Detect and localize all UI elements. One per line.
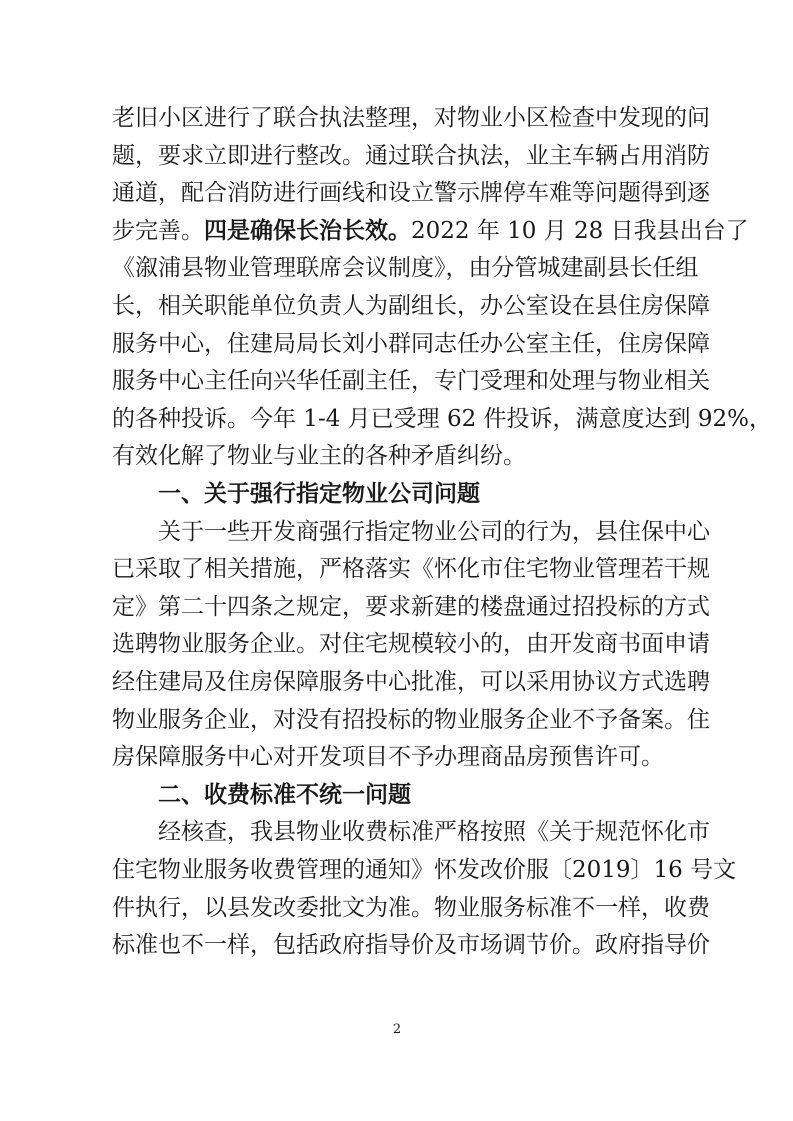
paragraph-line: 服务中心主任向兴华任副主任，专门受理和处理与物业相关 [112,368,710,395]
paragraph-line: 《溆浦县物业管理联席会议制度》，由分管城建副县长任组 [112,255,699,282]
paragraph-line-mixed [112,213,749,249]
paragraph-line: 通道，配合消防进行画线和设立警示牌停车难等问题得到逐 [112,180,710,207]
section-heading: 二、收费标准不统一问题 [158,781,411,808]
paragraph-line: 住宅物业服务收费管理的通知》怀发改价服〔2019〕16 号文 [112,857,737,883]
paragraph-line: 题，要求立即进行整改。通过联合执法，业主车辆占用消防 [112,142,710,169]
text-run: 步完善。 [112,217,204,244]
paragraph-line: 定》第二十四条之规定，要求新建的楼盘通过招投标的方式 [112,593,710,620]
paragraph-line: 房保障服务中心对开发项目不予办理商品房预售许可。 [112,744,664,771]
paragraph-line: 服务中心，住建局局长刘小群同志任办公室主任，住房保障 [112,330,710,357]
section-heading: 一、关于强行指定物业公司问题 [158,481,480,507]
paragraph-line: 选聘物业服务企业。对住宅规模较小的，由开发商书面申请 [112,631,710,658]
paragraph-line: 有效化解了物业与业主的各种矛盾纠纷。 [112,443,526,470]
paragraph-line: 经核查，我县物业收费标准严格按照《关于规范怀化市 [158,819,710,846]
paragraph-line: 老旧小区进行了联合执法整理，对物业小区检查中发现的问 [112,105,710,131]
text-run: 2022 年 10 月 28 日我县出台了 [411,217,749,244]
page-number: 2 [392,1022,402,1037]
paragraph-line: 长，相关职能单位负责人为副组长，办公室设在县住房保障 [112,293,710,319]
paragraph-line: 已采取了相关措施，严格落实《怀化市住宅物业管理若干规 [112,556,710,583]
paragraph-line: 物业服务企业，对没有招投标的物业服务企业不予备案。住 [112,706,710,733]
bold-phrase: 四是确保长治长效。 [204,217,411,244]
paragraph-line: 关于一些开发商强行指定物业公司的行为，县住保中心 [158,518,710,545]
paragraph-line: 的各种投诉。今年 1-4 月已受理 62 件投诉，满意度达到 92%， [112,405,772,432]
paragraph-line: 件执行，以县发改委批文为准。物业服务标准不一样，收费 [112,894,710,921]
paragraph-line: 标准也不一样，包括政府指导价及市场调节价。政府指导价 [112,932,710,959]
paragraph-line: 经住建局及住房保障服务中心批准，可以采用协议方式选聘 [112,669,710,695]
